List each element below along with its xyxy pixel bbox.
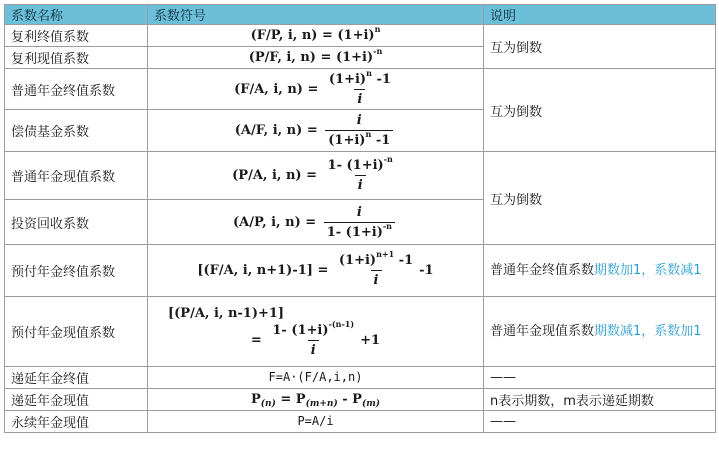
table-row <box>5 389 716 411</box>
formula: [(F/A, i, n+1)-1] = $\frac{(1+i)^{n+1} -1}{i}$ -1 <box>197 249 434 288</box>
formula-cell <box>148 25 484 47</box>
row-name: 递延年金现值 <box>5 389 148 411</box>
formula-cell <box>148 152 484 200</box>
fraction: $\frac{(1+i)^n -1}{i}$ <box>328 68 391 107</box>
formula: P=A/i <box>297 414 334 428</box>
formula-rhs: = $\frac{1- (1+i)^{-(n-1)}}{i}$ +1 <box>250 318 381 358</box>
formula-cell <box>148 200 484 245</box>
formula-cell <box>148 411 484 433</box>
row-desc: 互为倒数 <box>484 25 716 69</box>
header-desc: 说明 <box>484 5 716 25</box>
row-desc: 互为倒数 <box>484 152 716 245</box>
row-name: 普通年金终值系数 <box>5 69 148 110</box>
formula: F=A·(F/A,i,n) <box>268 370 363 384</box>
fraction: $\frac{(1+i)^{n+1} -1}{i}$ <box>338 249 414 288</box>
header-symbol: 系数符号 <box>148 5 484 25</box>
formula-cell <box>148 367 484 389</box>
row-name: 预付年金现值系数 <box>5 297 148 367</box>
formula: (P/F, i, $n) = (1+i)^{-n}$ <box>248 46 383 65</box>
row-name: 递延年金终值 <box>5 367 148 389</box>
row-desc: 普通年金终值系数期数加1，系数减1 <box>484 245 716 297</box>
table-row <box>5 25 716 47</box>
note-highlight: 期数减1，系数加1 <box>594 323 702 339</box>
fraction: $\frac{1- (1+i)^{-(n-1)}}{i}$ <box>272 318 355 358</box>
header-name: 系数名称 <box>5 5 148 25</box>
formula: (P/A, i, n) = $\frac{1- (1+i)^{-n}}{i}$ <box>232 168 399 183</box>
formula-cell <box>148 47 484 69</box>
formula-cell <box>148 297 484 367</box>
formula: (F/A, i, n) = $\frac{(1+i)^n -1}{i}$ <box>234 82 397 97</box>
row-name: 复利现值系数 <box>5 47 148 69</box>
fraction: $\frac{i}{(1+i)^n -1}$ <box>325 113 393 148</box>
row-name: 偿债基金系数 <box>5 110 148 152</box>
formula-cell <box>148 389 484 411</box>
table-row <box>5 297 716 367</box>
note-highlight: 期数加1，系数减1 <box>594 262 702 278</box>
row-desc: —— <box>484 411 716 433</box>
fraction: $\frac{i}{1- (1+i)^{-n}}$ <box>324 205 395 240</box>
row-desc: 互为倒数 <box>484 69 716 152</box>
formula-cell <box>148 110 484 152</box>
formula: (F/P, i, $n) = (1+i)^n$ <box>250 24 381 43</box>
formula-lhs: [(P/A, i, n-1)+1] <box>168 305 285 321</box>
table-row <box>5 367 716 389</box>
table-row <box>5 69 716 110</box>
row-name: 复利终值系数 <box>5 25 148 47</box>
coefficient-table <box>4 4 716 433</box>
fraction: $\frac{1- (1+i)^{-n}}{i}$ <box>327 154 393 193</box>
row-name: 普通年金现值系数 <box>5 152 148 200</box>
table-row <box>5 411 716 433</box>
row-name: 投资回收系数 <box>5 200 148 245</box>
table-row <box>5 245 716 297</box>
row-name: 预付年金终值系数 <box>5 245 148 297</box>
row-desc: —— <box>484 367 716 389</box>
formula: (A/F, i, n) = $\frac{i}{(1+i)^n -1}$ <box>235 123 397 138</box>
formula: (A/P, i, n) = $\frac{i}{1- (1+i)^{-n}}$ <box>233 215 398 230</box>
table-row <box>5 152 716 200</box>
formula: $P_{(n)} = P_{(m+n)} - P_{(m)}$ <box>250 392 380 409</box>
row-desc: n表示期数，m表示递延期数 <box>484 389 716 411</box>
header-row <box>5 5 716 25</box>
formula-cell <box>148 69 484 110</box>
row-name: 永续年金现值 <box>5 411 148 433</box>
formula-cell <box>148 245 484 297</box>
row-desc: 普通年金现值系数期数减1，系数加1 <box>484 297 716 367</box>
